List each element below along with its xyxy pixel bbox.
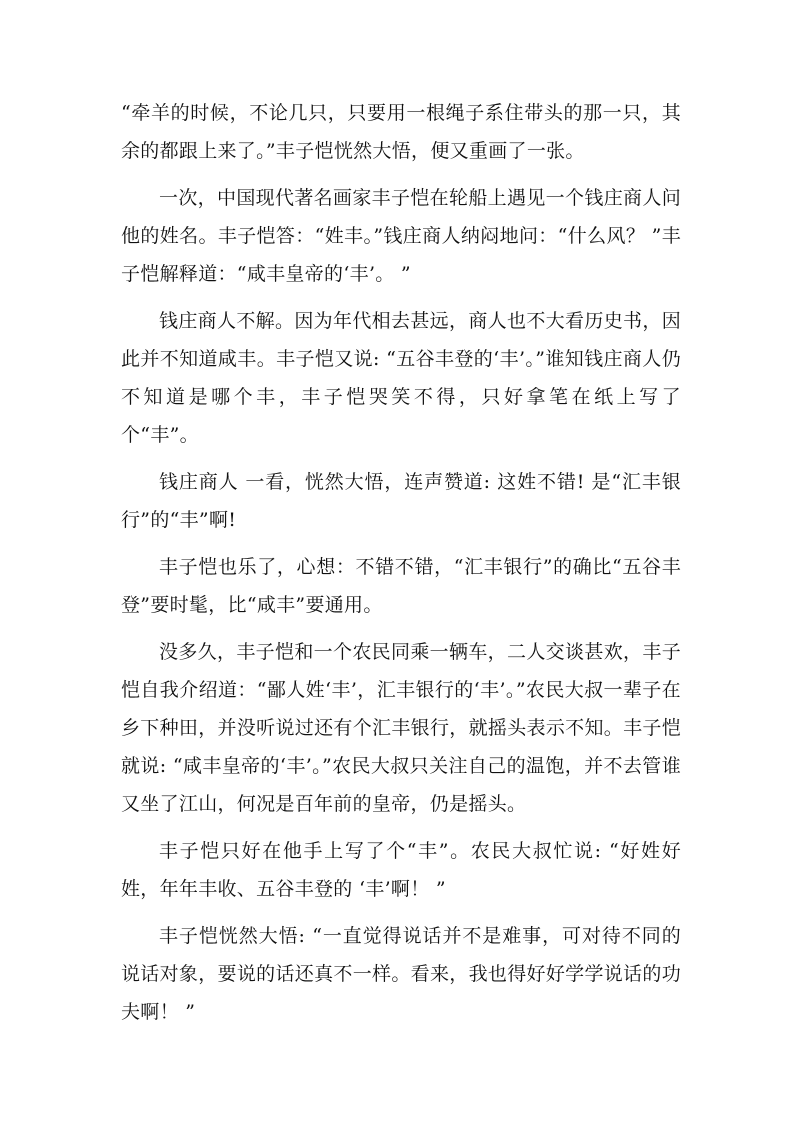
document-body	[121, 94, 681, 1040]
paragraph-2: 一次，中国现代著名画家丰子恺在轮船上遇见一个钱庄商人问他的姓名。丰子恺答：“姓丰。”钱庄商人纳闷地问：“什么风？ ”丰子恺解释道：“咸丰皇帝的‘丰’。 ”	[121, 187, 681, 285]
paragraph-4: 钱庄商人 一看，恍然大悟，连声赞道: 这姓不错! 是“汇丰银行”的“丰”啊!	[121, 471, 681, 531]
paragraph-7: 丰子恺只好在他手上写了个“丰”。农民大叔忙说: “好姓好姓，年年丰收、五谷丰登的 ‘丰’啊！ ”	[121, 840, 681, 900]
paragraph-5: 丰子恺也乐了，心想：不错不错，“汇丰银行”的确比“五谷丰登”要时髦，比“咸丰”要通用。	[121, 556, 681, 616]
paragraph-6: 没多久，丰子恺和一个农民同乘一辆车，二人交谈甚欢，丰子恺自我介绍道：“鄙人姓‘丰’，汇丰银行的‘丰’。”农民大叔一辈子在乡下种田，并没听说过还有个汇丰银行，就摇头表示不知。丰子恺就说: “咸丰皇帝的‘丰’。”农民大叔只关注自己的温饱，并不去管谁又坐了江山，何况是百年前的皇帝，仍是摇头。	[121, 641, 681, 815]
paragraph-1: “牵羊的时候，不论几只，只要用一根绳子系住带头的那一只，其余的都跟上来了。”丰子恺恍然大悟，便又重画了一张。	[121, 102, 681, 162]
paragraph-8: 丰子恺恍然大悟: “一直觉得说话并不是难事，可对待不同的说话对象，要说的话还真不一样。看来，我也得好好学学说话的功夫啊！ ”	[121, 925, 681, 1023]
paragraph-3: 钱庄商人不解。因为年代相去甚远，商人也不大看历史书，因此并不知道咸丰。丰子恺又说: “五谷丰登的‘丰’。”谁知钱庄商人仍不知道是哪个丰，丰子恺哭笑不得，只好拿笔在纸上写了个“丰”。	[121, 310, 681, 446]
